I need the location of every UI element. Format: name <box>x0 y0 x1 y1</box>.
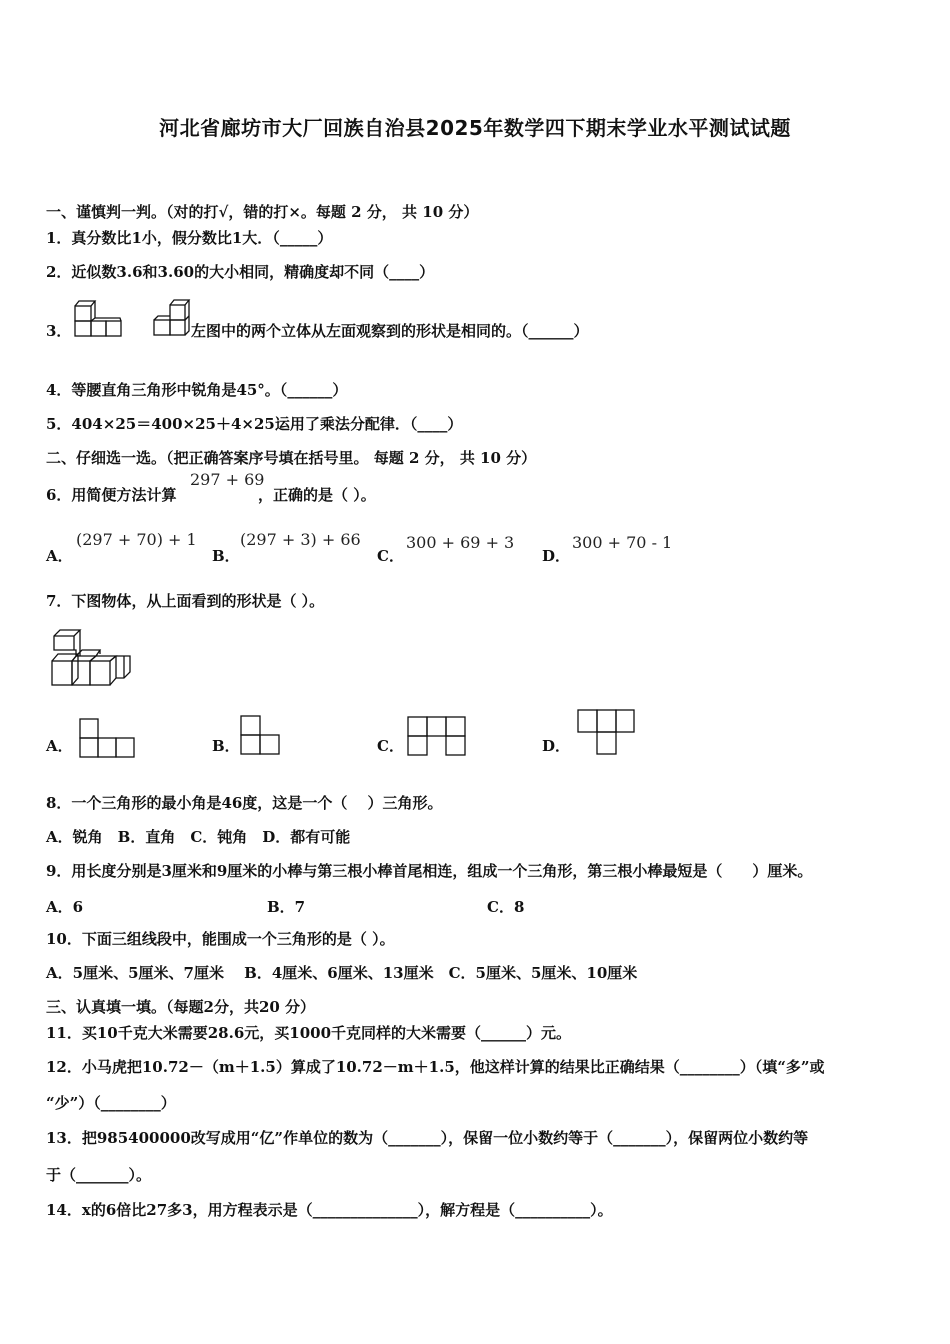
question-13-line-1: 13．把985400000改写成用“亿”作单位的数为（_______），保留一位小数约等于（_______），保留两位小数约等 <box>46 1129 809 1147</box>
question-10-options: A．5厘米、5厘米、7厘米 B．4厘米、6厘米、13厘米 C．5厘米、5厘米、10厘米 <box>46 964 638 982</box>
question-9: 9．用长度分别是3厘米和9厘米的小棒与第三根小棒首尾相连，组成一个三角形，第三根小棒最短是（ ）厘米。 <box>46 862 813 880</box>
question-1: 1．真分数比1小，假分数比1大．（_____） <box>46 229 333 247</box>
q7-option-c-label: C． <box>377 737 404 755</box>
question-6-suffix: ，正确的是（ ）。 <box>258 486 376 504</box>
q3-solid-right-figure <box>146 297 190 339</box>
q7-option-b-shape <box>240 714 282 756</box>
q9-option-a: A．6 <box>46 898 84 916</box>
question-4: 4．等腰直角三角形中锐角是45°。（______） <box>46 381 348 399</box>
question-12-line-2: “少”）（________） <box>46 1094 176 1112</box>
q9-option-b: B．7 <box>267 898 306 916</box>
q7-option-b-label: B． <box>212 737 240 755</box>
question-8: 8．一个三角形的最小角是46度，这是一个（ ）三角形。 <box>46 794 443 812</box>
q6-option-a-expression: (297 + 70) + 1 <box>76 530 197 549</box>
q7-option-d-shape <box>577 708 637 758</box>
question-8-options: A．锐角 B．直角 C．钝角 D．都有可能 <box>46 828 351 846</box>
section-3-heading: 三、认真填一填。（每题2分，共20 分） <box>46 998 316 1016</box>
q6-option-c-expression: 300 + 69 + 3 <box>406 533 515 552</box>
question-2: 2．近似数3.6和3.60的大小相同，精确度却不同（____） <box>46 263 435 281</box>
q6-option-d-expression: 300 + 70 - 1 <box>572 533 673 552</box>
q6-option-d-label: D． <box>542 547 571 565</box>
q3-solid-left-figure <box>74 298 124 340</box>
question-3-number: 3． <box>46 322 72 340</box>
q6-option-c-label: C． <box>377 547 404 565</box>
question-12-line-1: 12．小马虎把10.72－（m＋1.5）算成了10.72－m＋1.5，他这样计算的结果比正确结果（________）（填“多”或 <box>46 1058 825 1076</box>
question-7: 7．下图物体，从上面看到的形状是（ ）。 <box>46 592 325 610</box>
question-10: 10．下面三组线段中，能围成一个三角形的是（ ）。 <box>46 930 395 948</box>
section-1-heading: 一、谨慎判一判。（对的打√，错的打×。每题 2 分， 共 10 分） <box>46 203 479 221</box>
q6-option-b-expression: (297 + 3) + 66 <box>240 530 361 549</box>
question-11: 11．买10千克大米需要28.6元，买1000千克同样的大米需要（______）元。 <box>46 1024 572 1042</box>
q7-option-a-shape <box>79 717 137 759</box>
question-5: 5．404×25＝400×25＋4×25运用了乘法分配律．（____） <box>46 415 463 433</box>
q7-option-a-label: A． <box>46 737 73 755</box>
section-2-heading: 二、仔细选一选。（把正确答案序号填在括号里。 每题 2 分， 共 10 分） <box>46 449 537 467</box>
question-6-expression: 297 + 69 <box>190 470 265 489</box>
question-13-line-2: 于（_______）。 <box>46 1166 152 1184</box>
q6-option-a-label: A． <box>46 547 73 565</box>
q7-solid-figure <box>46 628 130 690</box>
q6-option-b-label: B． <box>212 547 240 565</box>
question-6-prefix: 6．用简便方法计算 <box>46 486 177 504</box>
q7-option-c-shape <box>407 715 467 757</box>
q9-option-c: C．8 <box>487 898 525 916</box>
question-14: 14．x的6倍比27多3，用方程表示是（______________），解方程是（__________）。 <box>46 1201 613 1219</box>
question-3: 左图中的两个立体从左面观察到的形状是相同的。（______） <box>191 322 589 340</box>
page-title: 河北省廊坊市大厂回族自治县2025年数学四下期末学业水平测试试题 <box>159 116 791 140</box>
q7-option-d-label: D． <box>542 737 571 755</box>
